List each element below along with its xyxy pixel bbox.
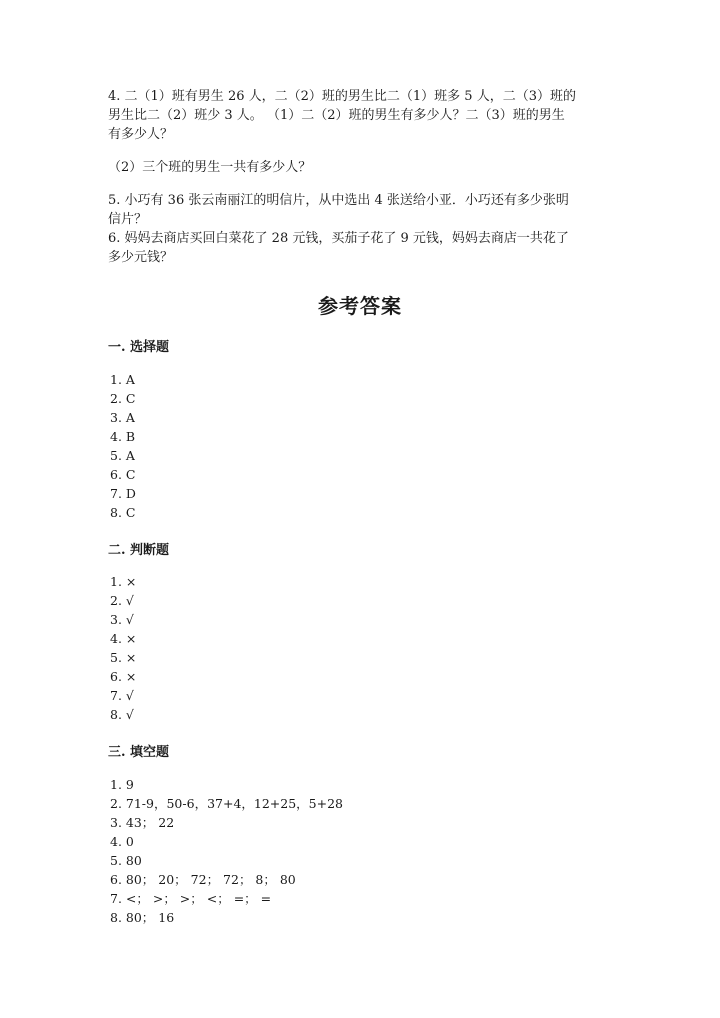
- section-heading-judgement: 二. 判断题: [108, 543, 170, 558]
- answer-item: 1. ×: [110, 574, 137, 589]
- choice-answers: [110, 370, 136, 522]
- answer-item: 2. √: [110, 593, 134, 608]
- judgement-answers: [110, 572, 136, 724]
- fill-blank-answers: [110, 775, 343, 927]
- answer-item: 8. C: [110, 505, 136, 520]
- answer-item: 1. 9: [110, 777, 134, 792]
- answer-item: 2. C: [110, 391, 136, 406]
- answer-item: 5. A: [110, 448, 135, 463]
- answer-item: 7. <； >； >； <； =； =: [110, 891, 272, 906]
- answer-item: 6. ×: [110, 669, 137, 684]
- answer-item: 6. C: [110, 467, 136, 482]
- answer-item: 5. 80: [110, 853, 142, 868]
- problem-5-line-2: 信片？: [108, 212, 148, 227]
- problem-4-subquestion-2: （2）三个班的男生一共有多少人？: [108, 160, 312, 175]
- answer-item: 4. ×: [110, 631, 137, 646]
- problem-4-line-1: 4. 二（1）班有男生 26 人，二（2）班的男生比二（1）班多 5 人，二（3）班的: [108, 89, 576, 104]
- section-heading-choice: 一. 选择题: [108, 340, 170, 355]
- answer-item: 4. 0: [110, 834, 134, 849]
- answer-item: 5. ×: [110, 650, 137, 665]
- problem-6-line-2: 多少元钱？: [108, 250, 174, 265]
- answer-item: 4. B: [110, 429, 136, 444]
- answer-item: 7. D: [110, 486, 136, 501]
- answer-item: 7. √: [110, 688, 134, 703]
- answer-item: 3. √: [110, 612, 134, 627]
- problem-6-line-1: 6. 妈妈去商店买回白菜花了 28 元钱，买茄子花了 9 元钱，妈妈去商店一共花了: [108, 231, 569, 246]
- answer-item: 3. 43； 22: [110, 815, 175, 830]
- answer-key-title: 参考答案: [318, 294, 402, 318]
- problem-4-line-3: 有多少人？: [108, 127, 174, 142]
- problem-5-line-1: 5. 小巧有 36 张云南丽江的明信片，从中选出 4 张送给小亚．小巧还有多少张明: [108, 193, 569, 208]
- answer-item: 8. √: [110, 707, 134, 722]
- answer-item: 8. 80； 16: [110, 910, 175, 925]
- answer-item: 1. A: [110, 372, 135, 387]
- word-problems: [108, 87, 614, 267]
- answer-item: 2. 71-9，50-6，37+4，12+25，5+28: [110, 796, 344, 811]
- section-heading-fill-blank: 三. 填空题: [108, 745, 170, 760]
- answer-item: 6. 80； 20； 72； 72； 8； 80: [110, 872, 296, 887]
- answer-item: 3. A: [110, 410, 135, 425]
- problem-4-line-2: 男生比二（2）班少 3 人。 （1）二（2）班的男生有多少人？二（3）班的男生: [108, 108, 565, 123]
